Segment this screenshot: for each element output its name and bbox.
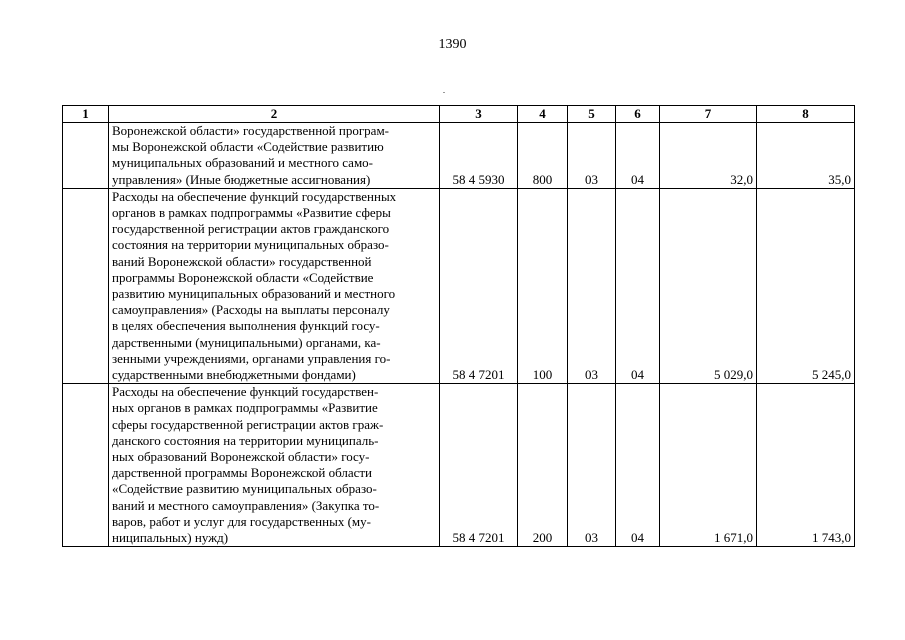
subsection-cell: 04 <box>616 188 660 383</box>
target-article-cell: 58 4 5930 <box>440 123 518 189</box>
amount-year2-cell: 5 245,0 <box>757 188 855 383</box>
table-row <box>63 384 855 547</box>
header-cell-8: 8 <box>757 106 855 123</box>
subsection-cell: 04 <box>616 384 660 547</box>
subsection-cell: 04 <box>616 123 660 189</box>
section-cell: 03 <box>568 188 616 383</box>
row-number-cell <box>63 188 109 383</box>
section-cell: 03 <box>568 123 616 189</box>
table-row <box>63 188 855 383</box>
page-number: 1390 <box>438 37 467 52</box>
amount-year1-cell: 5 029,0 <box>660 188 757 383</box>
expense-name-cell: Расходы на обеспечение функций государствен- ных органов в рамках подпрограммы «Развитие сферы государственной регистрации актов граж- данского состояния на территории муниципаль- ных образований Воронежской области» госу- дарственной программы Воронежской области «Содействие развитию муниципальных образо- ваний и местного самоуправления» (Закупка то- варов, работ и услуг для государственных (му- ниципальных) нужд) <box>109 384 440 547</box>
row-number-cell <box>63 384 109 547</box>
header-cell-7: 7 <box>660 106 757 123</box>
amount-year2-cell: 35,0 <box>757 123 855 189</box>
scan-mark <box>443 92 445 93</box>
target-article-cell: 58 4 7201 <box>440 384 518 547</box>
header-cell-6: 6 <box>616 106 660 123</box>
target-article-cell: 58 4 7201 <box>440 188 518 383</box>
header-cell-3: 3 <box>440 106 518 123</box>
row-number-cell <box>63 123 109 189</box>
expense-type-cell: 200 <box>518 384 568 547</box>
expense-type-cell: 100 <box>518 188 568 383</box>
expense-type-cell: 800 <box>518 123 568 189</box>
header-cell-1: 1 <box>63 106 109 123</box>
amount-year1-cell: 32,0 <box>660 123 757 189</box>
table-row <box>63 123 855 189</box>
expense-name-cell: Воронежской области» государственной програм- мы Воронежской области «Содействие развитию муниципальных образований и местного само- управления» (Иные бюджетные ассигнования) <box>109 123 440 189</box>
header-cell-4: 4 <box>518 106 568 123</box>
amount-year1-cell: 1 671,0 <box>660 384 757 547</box>
header-cell-2: 2 <box>109 106 440 123</box>
header-cell-5: 5 <box>568 106 616 123</box>
section-cell: 03 <box>568 384 616 547</box>
header-row <box>63 106 855 123</box>
budget-table <box>62 105 855 547</box>
amount-year2-cell: 1 743,0 <box>757 384 855 547</box>
expense-name-cell: Расходы на обеспечение функций государственных органов в рамках подпрограммы «Развитие сферы государственной регистрации актов гражданского состояния на территории муниципальных образо- ваний Воронежской области» государственной программы Воронежской области «Содействие развитию муниципальных образований и местного самоуправления» (Расходы на выплаты персоналу в целях обеспечения выполнения функций госу- дарственными (муниципальными) органами, ка- зенными учреждениями, органами управления го- сударственными внебюджетными фондами) <box>109 188 440 383</box>
